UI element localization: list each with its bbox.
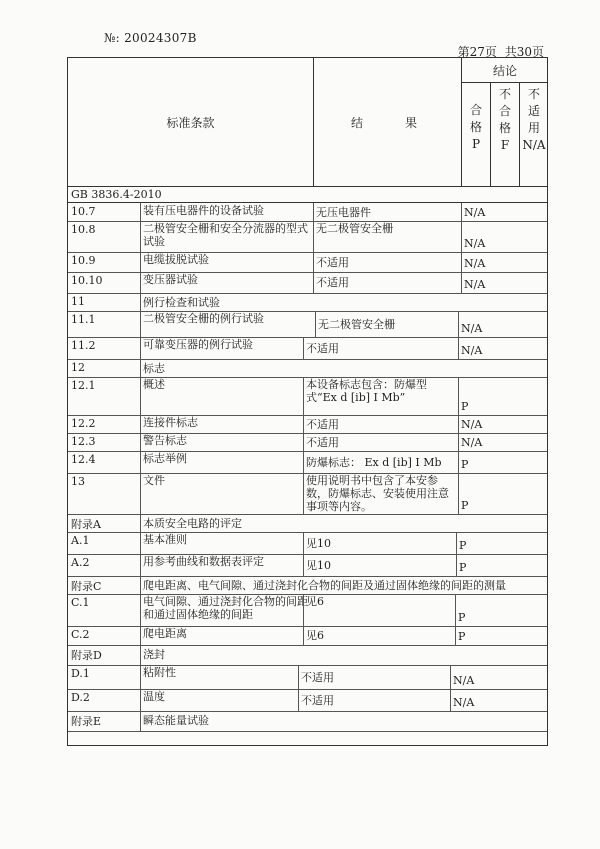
table-row — [68, 293, 547, 312]
test-result: 不适用 — [306, 417, 339, 431]
table-row — [68, 451, 547, 474]
column-divider — [450, 665, 451, 689]
clause-description: 二极管安全栅的例行试验 — [143, 312, 264, 325]
column-divider — [140, 645, 141, 665]
column-divider — [140, 665, 141, 689]
column-divider — [313, 203, 314, 221]
column-divider — [458, 451, 459, 473]
column-divider — [303, 337, 304, 359]
column-divider — [140, 689, 141, 711]
column-divider — [461, 221, 462, 252]
test-result: 不适用 — [316, 255, 349, 269]
clause-number: C.1 — [71, 596, 90, 609]
column-divider — [140, 221, 141, 252]
column-divider — [455, 594, 456, 626]
clause-description: 标志 — [143, 362, 165, 375]
column-divider — [140, 514, 141, 532]
clause-description: 装有压电器件的设备试验 — [143, 204, 264, 217]
table-row — [68, 359, 547, 378]
table-row — [68, 554, 547, 577]
column-divider — [461, 272, 462, 293]
clause-description: 可靠变压器的例行试验 — [143, 338, 253, 351]
verdict: P — [459, 561, 467, 574]
column-divider — [140, 272, 141, 293]
clause-number: 附录A — [71, 518, 101, 531]
table-row — [68, 433, 547, 452]
column-divider — [313, 252, 314, 272]
table-row — [68, 514, 547, 533]
conclusion-title: 结论 — [462, 58, 548, 83]
clause-description: 例行检查和试验 — [143, 296, 220, 309]
verdict: P — [459, 539, 467, 552]
table-row — [68, 415, 547, 434]
clause-column-header: 标准条款 — [68, 58, 314, 186]
test-result: 不适用 — [316, 276, 349, 289]
table-row — [68, 221, 547, 253]
column-divider — [313, 221, 314, 252]
column-divider — [458, 377, 459, 415]
verdict: P — [461, 400, 469, 413]
table-row — [68, 645, 547, 666]
table-row — [68, 594, 547, 627]
column-divider — [303, 433, 304, 451]
clause-number: 10.8 — [71, 223, 96, 236]
column-divider — [140, 451, 141, 473]
column-divider — [303, 473, 304, 514]
clause-description: 警告标志 — [143, 434, 187, 447]
verdict: N/A — [453, 696, 475, 709]
table-row — [68, 337, 547, 360]
na-column-header: 不 适 用 N/A — [519, 82, 548, 186]
verdict: N/A — [461, 436, 483, 449]
clause-number: 附录E — [71, 715, 102, 728]
verdict: N/A — [464, 278, 486, 291]
column-divider — [461, 203, 462, 221]
column-divider — [458, 415, 459, 433]
column-divider — [140, 337, 141, 359]
clause-number: A.2 — [71, 556, 90, 569]
clause-description: 粘附性 — [143, 666, 176, 679]
test-result: 见6 — [306, 595, 324, 608]
clause-description: 爬电距离 — [143, 627, 187, 640]
column-divider — [140, 473, 141, 514]
verdict: N/A — [461, 418, 483, 431]
verdict: N/A — [461, 344, 483, 357]
column-divider — [303, 594, 304, 626]
clause-description: 本质安全电路的评定 — [143, 517, 242, 530]
clause-description: 用参考曲线和数据表评定 — [143, 555, 264, 568]
test-result: 见10 — [306, 558, 331, 572]
column-divider — [303, 415, 304, 433]
clause-number: 11 — [71, 295, 85, 308]
clause-number: D.2 — [71, 691, 90, 704]
verdict: N/A — [461, 322, 483, 335]
clause-number: D.1 — [71, 667, 90, 680]
table-row — [68, 311, 547, 338]
column-divider — [303, 554, 304, 576]
test-result: 见10 — [306, 536, 331, 550]
clause-number: 12 — [71, 361, 85, 374]
clause-description: 标志举例 — [143, 452, 187, 465]
clause-description: 基本准则 — [143, 533, 187, 546]
clause-number: 10.10 — [71, 274, 103, 287]
table-row — [68, 665, 547, 690]
column-divider — [303, 451, 304, 473]
clause-number: 10.9 — [71, 254, 96, 267]
clause-number: 12.2 — [71, 417, 96, 430]
column-divider — [298, 665, 299, 689]
clause-description: 文件 — [143, 474, 165, 487]
clause-number: 11.2 — [71, 339, 96, 352]
verdict: N/A — [464, 257, 486, 270]
column-divider — [140, 293, 141, 311]
column-divider — [450, 689, 451, 711]
clause-number: C.2 — [71, 628, 90, 641]
column-divider — [458, 473, 459, 514]
column-divider — [140, 203, 141, 221]
verdict: P — [461, 458, 469, 471]
column-divider — [461, 252, 462, 272]
test-result: 见6 — [306, 629, 324, 642]
clause-number: 12.1 — [71, 379, 96, 392]
test-result: 本设备标志包含：防爆型式“Ex d [ib] I Mb” — [306, 378, 427, 404]
test-result: 不适用 — [306, 435, 339, 449]
table-row — [68, 377, 547, 416]
test-result: 使用说明书中包含了本安参数，防爆标志、安装使用注意事项等内容。 — [306, 474, 449, 513]
clause-number: 附录D — [71, 649, 102, 662]
column-divider — [458, 337, 459, 359]
table-row — [68, 689, 547, 712]
page-total: 共30页 — [504, 45, 544, 59]
clause-number: A.1 — [71, 534, 90, 547]
column-divider — [455, 626, 456, 645]
verdict: P — [461, 499, 469, 512]
test-result: 无二极管安全栅 — [318, 317, 395, 331]
table-row — [68, 272, 547, 294]
table-row — [68, 252, 547, 273]
column-divider — [303, 532, 304, 554]
column-divider — [456, 554, 457, 576]
verdict: N/A — [453, 674, 475, 687]
clause-description: 概述 — [143, 378, 165, 391]
clause-description: 连接件标志 — [143, 416, 198, 429]
column-divider — [140, 626, 141, 645]
verdict: N/A — [464, 237, 486, 250]
clause-number: 10.7 — [71, 205, 96, 218]
clause-number: 12.4 — [71, 453, 96, 466]
column-divider — [315, 311, 316, 337]
verdict: P — [458, 611, 466, 624]
column-divider — [456, 532, 457, 554]
table-row — [68, 576, 547, 595]
table-row — [68, 203, 547, 222]
column-divider — [140, 415, 141, 433]
table-row — [68, 626, 547, 646]
column-divider — [303, 626, 304, 645]
clause-number: 11.1 — [71, 313, 96, 326]
column-divider — [458, 433, 459, 451]
clause-description: 电气间隙、通过浇封化合物的间距和通过固体绝缘的间距 — [143, 595, 308, 621]
column-divider — [140, 576, 141, 594]
pass-column-header: 合 格 P — [469, 103, 482, 151]
column-divider — [298, 689, 299, 711]
clause-description: 二极管安全栅和安全分流器的型式试验 — [143, 222, 308, 248]
verdict: P — [458, 630, 466, 643]
clause-number: 附录C — [71, 580, 102, 593]
test-result: 不适用 — [301, 670, 334, 684]
test-result: 不适用 — [301, 693, 334, 707]
clause-description: 电缆拔脱试验 — [143, 253, 209, 266]
result-column-header: 结 果 — [313, 58, 462, 186]
standard-label: GB 3836.4-2010 — [68, 186, 547, 203]
table-header — [68, 58, 547, 187]
column-divider — [140, 554, 141, 576]
test-report-table — [67, 57, 548, 746]
clause-number: 13 — [71, 475, 85, 488]
clause-description: 爬电距离、电气间隙、通过浇封化合物的间距及通过固体绝缘的间距的测量 — [143, 579, 506, 592]
column-divider — [458, 311, 459, 337]
column-divider — [140, 377, 141, 415]
page-number: 第27页 — [457, 45, 497, 59]
table-row — [68, 473, 547, 515]
conclusion-header — [462, 58, 548, 186]
column-divider — [140, 532, 141, 554]
clause-description: 浇封 — [143, 648, 165, 661]
test-result: 无二极管安全栅 — [316, 222, 393, 235]
clause-description: 温度 — [143, 690, 165, 703]
column-divider — [140, 359, 141, 377]
column-divider — [140, 311, 141, 337]
column-divider — [140, 252, 141, 272]
fail-column-header: 不 合 格 F — [490, 82, 519, 186]
column-divider — [140, 433, 141, 451]
column-divider — [140, 711, 141, 731]
document-number: №: 20024307B — [104, 31, 197, 45]
clause-description: 瞬态能量试验 — [143, 714, 209, 727]
column-divider — [140, 594, 141, 626]
table-row — [68, 711, 547, 732]
verdict: N/A — [464, 206, 486, 219]
test-result: 无压电器件 — [316, 205, 371, 219]
column-divider — [313, 272, 314, 293]
clause-number: 12.3 — [71, 435, 96, 448]
test-result: 不适用 — [306, 341, 339, 355]
clause-description: 变压器试验 — [143, 273, 198, 286]
table-row — [68, 532, 547, 555]
test-result: 防爆标志： Ex d [ib] I Mb — [306, 455, 442, 469]
column-divider — [303, 377, 304, 415]
